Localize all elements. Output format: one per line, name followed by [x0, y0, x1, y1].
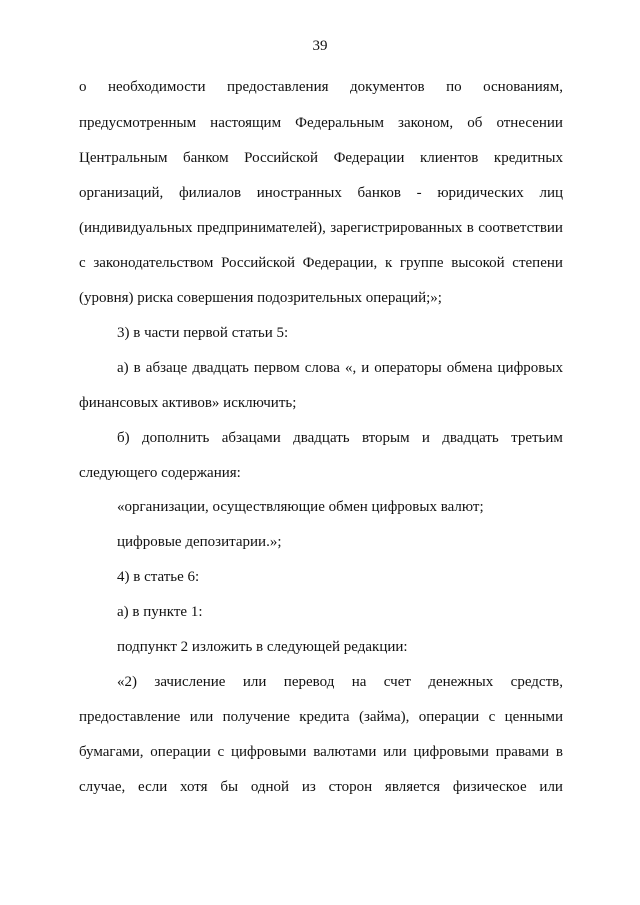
word: отнесении — [496, 115, 563, 131]
word: зарегистрированных — [330, 220, 463, 236]
word: вторым — [361, 430, 410, 446]
word: если — [138, 779, 168, 795]
word: кредитных — [493, 150, 563, 166]
word: и — [361, 360, 370, 376]
quote-line-2: цифровые депозитарии.»; — [117, 534, 282, 550]
word: операторы — [374, 360, 442, 376]
word: из — [301, 779, 316, 795]
quote-line-1: «организации, осуществляющие обмен цифровых валют; — [117, 499, 484, 515]
word: «, — [344, 360, 357, 376]
word: (займа), — [358, 709, 410, 725]
item-3b-line-2: следующего содержания: — [79, 465, 241, 481]
word: лиц — [539, 185, 563, 201]
word: юридических — [437, 185, 524, 201]
word: банком — [183, 150, 229, 166]
word: валютами — [313, 744, 377, 760]
text-line-2 — [79, 113, 563, 133]
word: или — [189, 709, 214, 725]
word: одной — [250, 779, 290, 795]
subitem-2-line-2 — [79, 707, 563, 727]
word: б) — [117, 430, 130, 446]
text-line-5 — [79, 218, 563, 238]
subitem-2-line-3 — [79, 742, 563, 762]
word: является — [384, 779, 441, 795]
word: операции — [418, 709, 480, 725]
word: высокой — [451, 255, 505, 271]
word: перевод — [283, 674, 335, 690]
word: предоставления — [226, 79, 329, 95]
word: о — [79, 79, 87, 95]
word: в — [133, 360, 141, 376]
text-line-7: (уровня) риска совершения подозрительных операций;»; — [79, 290, 442, 306]
word: или — [242, 674, 267, 690]
word: Российской — [244, 150, 319, 166]
word: физическое — [452, 779, 527, 795]
subitem-2-line-4 — [79, 777, 563, 797]
text-line-3 — [79, 148, 563, 168]
word: хотя — [180, 779, 208, 795]
word: степени — [512, 255, 563, 271]
word: а) — [117, 360, 129, 376]
word: или — [383, 744, 407, 760]
item-3b-line-1 — [117, 428, 563, 448]
word: филиалов — [178, 185, 242, 201]
word: к — [384, 255, 393, 271]
word: организаций, — [79, 185, 164, 201]
word: кредита — [299, 709, 350, 725]
word: или — [539, 779, 563, 795]
word: двадцать — [442, 430, 499, 446]
word: первом — [253, 360, 300, 376]
subitem-2-line-1 — [117, 672, 563, 692]
word: предпринимателей), — [196, 220, 326, 236]
word: цифровых — [497, 360, 563, 376]
word: банков — [357, 185, 401, 201]
word: цифровыми — [413, 744, 489, 760]
word: дополнить — [141, 430, 210, 446]
word: Центральным — [79, 150, 168, 166]
word: Федерации — [333, 150, 405, 166]
word: «2) — [117, 674, 137, 690]
text-line-6 — [79, 253, 563, 273]
word: денежных — [428, 674, 494, 690]
word: операции — [150, 744, 211, 760]
item-3a-line-1 — [117, 358, 563, 378]
word: зачисление — [154, 674, 226, 690]
word: законодательством — [93, 255, 214, 271]
word: сторон — [328, 779, 373, 795]
word: необходимости — [107, 79, 206, 95]
word: об — [467, 115, 483, 131]
word: бумагами, — [79, 744, 144, 760]
text-line-4 — [79, 183, 563, 203]
word: с — [79, 255, 86, 271]
word: бы — [220, 779, 239, 795]
subitem-2-heading: подпункт 2 изложить в следующей редакции: — [117, 639, 408, 655]
word: основаниям, — [483, 79, 563, 95]
word: в — [466, 220, 474, 236]
word: на — [351, 674, 367, 690]
page-number: 39 — [312, 38, 328, 54]
word: третьим — [511, 430, 563, 446]
item-4a-heading: а) в пункте 1: — [117, 604, 203, 620]
word: Федеральным — [295, 115, 384, 131]
text-line-1 — [79, 77, 563, 97]
word: с — [488, 709, 496, 725]
word: настоящим — [210, 115, 282, 131]
word: - — [416, 185, 422, 201]
word: правами — [495, 744, 550, 760]
word: случае, — [79, 779, 126, 795]
word: иностранных — [256, 185, 342, 201]
word: и — [421, 430, 430, 446]
word: абзацами — [221, 430, 281, 446]
word: получение — [222, 709, 290, 725]
word: в — [555, 744, 563, 760]
word: по — [446, 79, 462, 95]
word: соответствии — [478, 220, 563, 236]
word: (индивидуальных — [79, 220, 193, 236]
word: предусмотренным — [79, 115, 197, 131]
item-4-heading: 4) в статье 6: — [117, 569, 200, 585]
word: двадцать — [192, 360, 249, 376]
word: средств, — [510, 674, 563, 690]
word: двадцать — [293, 430, 350, 446]
word: ценными — [504, 709, 563, 725]
word: Российской — [221, 255, 295, 271]
word: с — [217, 744, 225, 760]
item-3a-line-2: финансовых активов» исключить; — [79, 395, 297, 411]
word: абзаце — [145, 360, 188, 376]
word: группе — [399, 255, 444, 271]
word: обмена — [446, 360, 493, 376]
word: законом, — [398, 115, 454, 131]
word: клиентов — [419, 150, 479, 166]
word: слова — [304, 360, 340, 376]
item-3-heading: 3) в части первой статьи 5: — [117, 325, 289, 341]
word: цифровыми — [231, 744, 307, 760]
word: документов — [350, 79, 425, 95]
word: Федерации, — [302, 255, 378, 271]
word: предоставление — [79, 709, 181, 725]
word: счет — [383, 674, 411, 690]
